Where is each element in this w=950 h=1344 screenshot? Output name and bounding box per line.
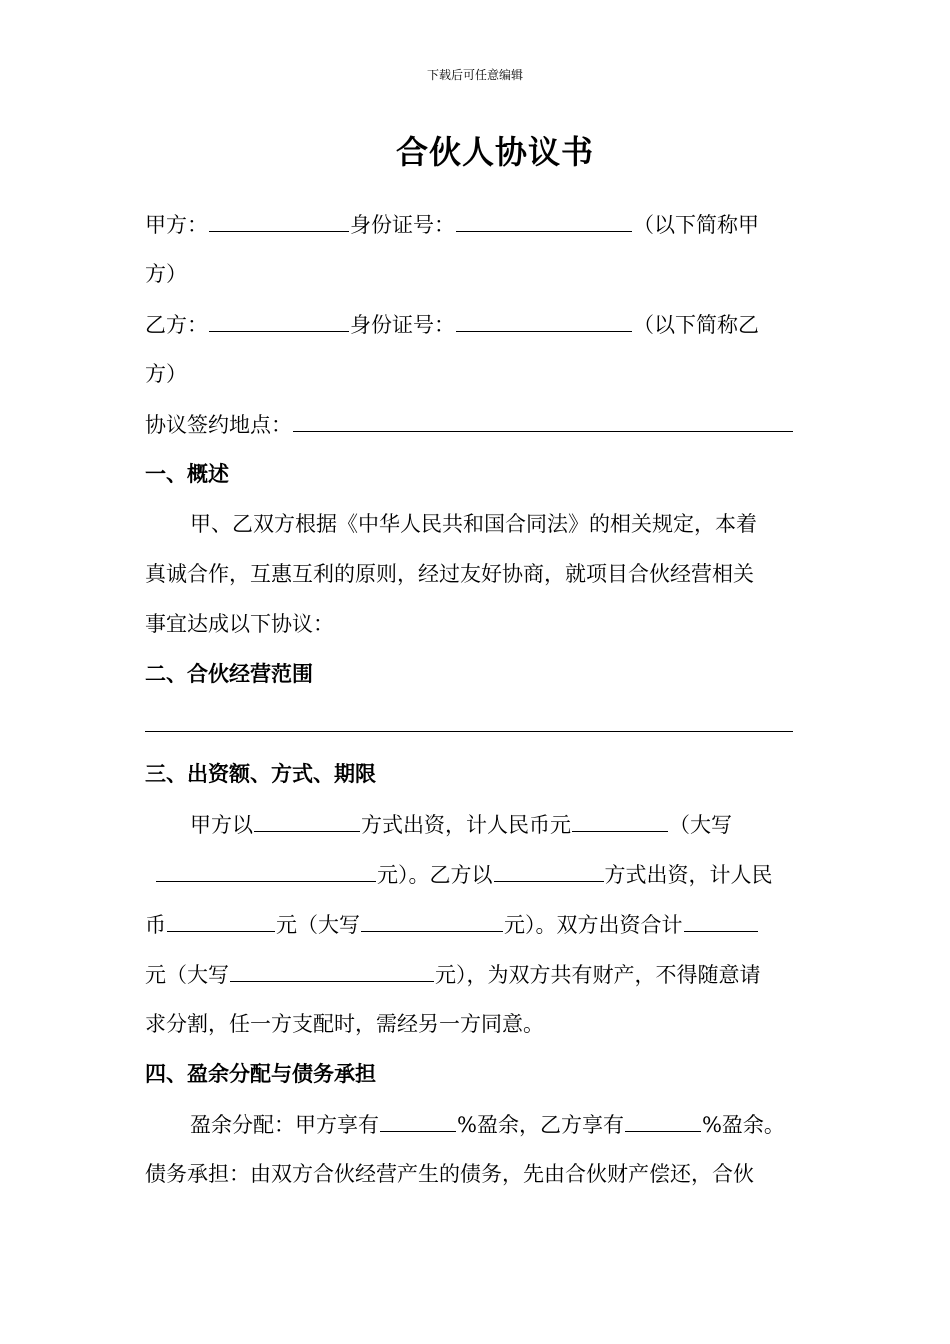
- section3-text: 元（大写: [276, 913, 360, 937]
- section3-text: 元），为双方共有财产，不得随意请: [435, 963, 761, 987]
- party-a-line: [145, 208, 759, 240]
- document-title: 合伙人协议书: [395, 133, 594, 171]
- section4-line-2: 债务承担：由双方合伙经营产生的债务，先由合伙财产偿还，合伙: [145, 1162, 754, 1186]
- section4-line-1: [190, 1108, 785, 1140]
- party-b-method-blank[interactable]: [494, 858, 604, 882]
- header-note: 下载后可任意编辑: [426, 68, 523, 82]
- section3-text: （大写: [669, 813, 732, 837]
- section3-text: 币: [145, 913, 166, 937]
- party-a-id-label: 身份证号：: [350, 213, 455, 237]
- section2-heading: 二、合伙经营范围: [145, 661, 313, 686]
- section3-heading: 三、出资额、方式、期限: [145, 761, 376, 786]
- party-a-suffix: （以下简称甲: [633, 213, 759, 237]
- party-a-amount-blank[interactable]: [572, 808, 668, 832]
- party-b-name-blank[interactable]: [209, 308, 349, 332]
- party-a-id-blank[interactable]: [456, 208, 632, 232]
- section4-heading: 四、盈余分配与债务承担: [145, 1061, 376, 1086]
- sign-place-blank[interactable]: [293, 408, 793, 432]
- section1-line-3: 事宜达成以下协议：: [145, 612, 334, 636]
- party-b-id-blank[interactable]: [456, 308, 632, 332]
- section3-line-3: [145, 908, 759, 940]
- party-a-name-blank[interactable]: [209, 208, 349, 232]
- section3-text: 元）。双方出资合计: [504, 913, 683, 937]
- party-b-profit-share-blank[interactable]: [625, 1108, 701, 1132]
- party-b-label: 乙方：: [145, 313, 208, 337]
- section3-line-1: [190, 808, 732, 840]
- section4-text: %盈余，乙方享有: [457, 1113, 624, 1137]
- section4-text: 盈余分配：甲方享有: [190, 1113, 379, 1137]
- section3-text: 方式出资，计人民币元: [361, 813, 571, 837]
- section1-heading: 一、概述: [145, 461, 229, 486]
- section3-line-5: 求分割，任一方支配时，需经另一方同意。: [145, 1012, 544, 1036]
- section3-line-2: [145, 858, 773, 890]
- party-a-suffix-end: 方）: [145, 262, 187, 286]
- total-amount-blank[interactable]: [684, 908, 758, 932]
- section3-text: 元（大写: [145, 963, 229, 987]
- section4-text: %盈余。: [701, 1113, 785, 1137]
- party-a-profit-share-blank[interactable]: [380, 1108, 456, 1132]
- business-scope-blank[interactable]: [145, 731, 793, 732]
- party-b-line: [145, 308, 759, 340]
- section1-line-2: 真诚合作，互惠互利的原则，经过友好协商，就项目合伙经营相关: [145, 562, 754, 586]
- section3-text: 甲方以: [190, 813, 253, 837]
- section1-line-1: 甲、乙双方根据《中华人民共和国合同法》的相关规定，本着: [190, 512, 757, 536]
- section3-text: 方式出资，计人民: [604, 863, 773, 887]
- sign-place-label: 协议签约地点：: [145, 413, 292, 437]
- sign-place-line: [145, 408, 794, 440]
- total-amount-words-blank[interactable]: [230, 958, 434, 982]
- party-a-amount-words-blank[interactable]: [156, 858, 376, 882]
- party-a-label: 甲方：: [145, 213, 208, 237]
- section3-line-4: [145, 958, 761, 990]
- section3-text: 元）。乙方以: [377, 863, 493, 887]
- party-b-suffix: （以下简称乙: [633, 313, 759, 337]
- party-b-amount-words-blank[interactable]: [361, 908, 503, 932]
- party-b-amount-blank[interactable]: [167, 908, 275, 932]
- party-a-method-blank[interactable]: [254, 808, 360, 832]
- party-b-id-label: 身份证号：: [350, 313, 455, 337]
- party-b-suffix-end: 方）: [145, 362, 187, 386]
